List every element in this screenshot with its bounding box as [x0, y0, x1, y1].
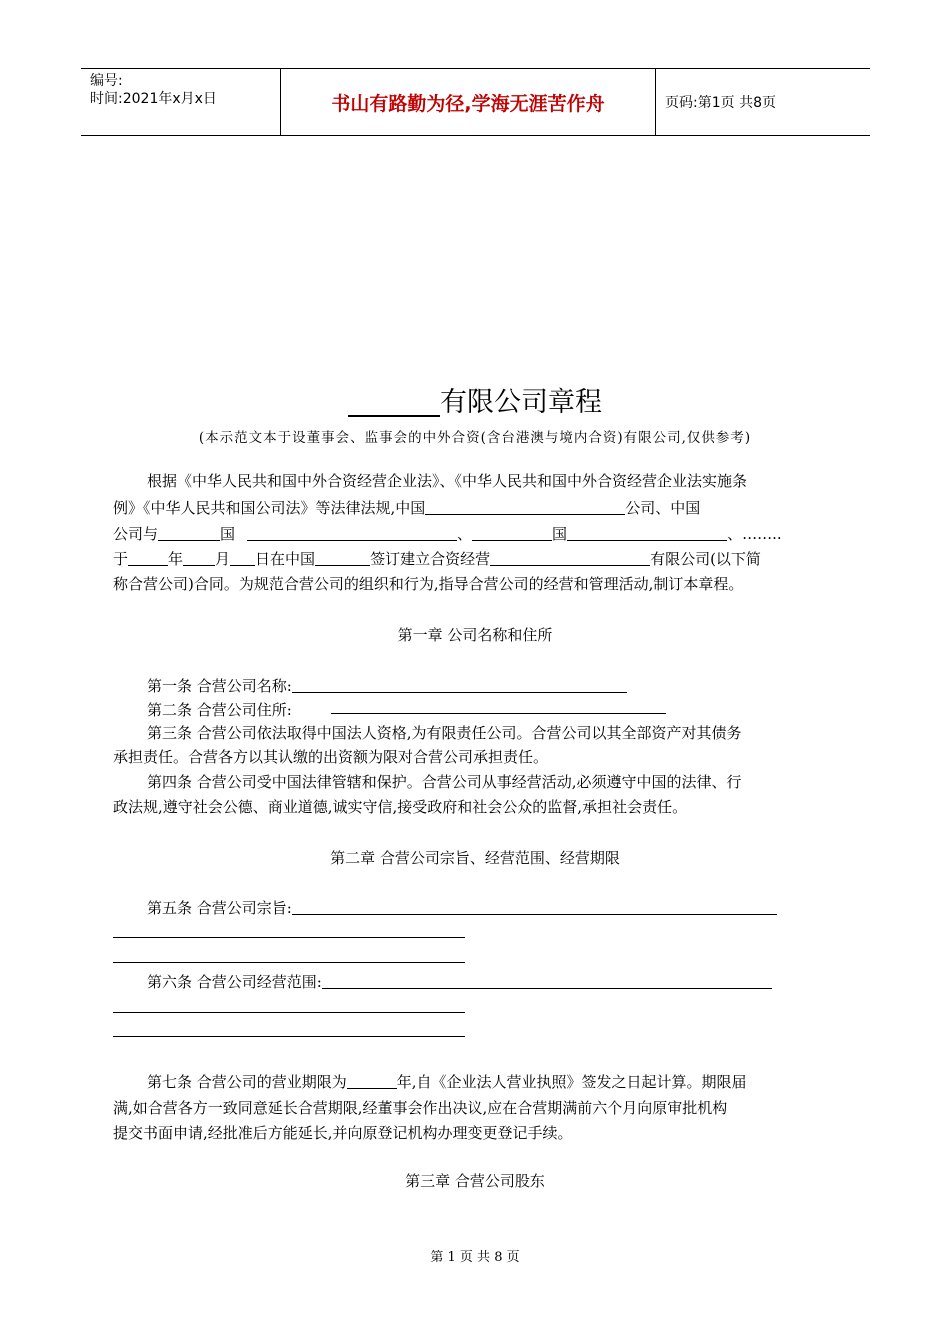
intro-line-1: 根据《中华人民共和国中外合资经营企业法》、《中华人民共和国中外合资经营企业法实施条: [147, 472, 748, 490]
blank-party-2: [567, 524, 727, 541]
chapter-3-heading: 第三章 合营公司股东: [405, 1172, 545, 1190]
blank-year: [128, 549, 168, 566]
article-5: [147, 896, 777, 920]
blank-company-address: [331, 713, 666, 714]
article-4-line-1: 第四条 合营公司受中国法律管辖和保护。合营公司从事经营活动,必须遵守中国的法律、行: [147, 773, 742, 791]
blank-day: [230, 549, 255, 566]
intro-l3c: 、: [457, 525, 473, 543]
blank-scope-3: [113, 1036, 465, 1037]
document-title: [0, 380, 950, 419]
article-7-text-b: 年,自《企业法人营业执照》签发之日起计算。期限届: [396, 1073, 747, 1091]
number-label: 编号:: [90, 73, 123, 89]
article-7-line-2: 满,如合营各方一致同意延长合营期限,经董事会作出决议,应在合营期满前六个月向原审批机构: [113, 1099, 728, 1117]
page-footer: 第 1 页 共 8 页: [430, 1250, 520, 1265]
blank-scope-2: [113, 1012, 465, 1013]
blank-country-2: [472, 524, 552, 541]
intro-l3b: 国: [220, 525, 236, 543]
article-7-text-a: 第七条 合营公司的营业期限为: [147, 1073, 347, 1091]
blank-purpose-3: [113, 962, 465, 963]
article-6: [147, 970, 772, 994]
blank-party-1: [247, 524, 457, 541]
intro-l2a: 例》《中华人民共和国公司法》等法律法规,中国: [113, 499, 426, 517]
intro-l4a: 于: [113, 550, 129, 568]
intro-l4f: 有限公司(以下简: [650, 550, 761, 568]
article-1-text: 第一条 合营公司名称:: [147, 677, 292, 695]
intro-line-5: 称合营公司)合同。为规范合营公司的组织和行为,指导合营公司的经营和管理活动,制订本章程。: [113, 575, 744, 593]
blank-month: [183, 549, 215, 566]
time-label: 时间:2021年x月x日: [90, 91, 217, 107]
intro-line-4: [113, 547, 761, 571]
intro-l4b: 年: [168, 550, 184, 568]
intro-line-2: [113, 496, 700, 520]
intro-l3a: 公司与: [113, 525, 159, 543]
chapter-2-heading: 第二章 合营公司宗旨、经营范围、经营期限: [330, 849, 620, 867]
article-3-line-1: 第三条 合营公司依法取得中国法人资格,为有限责任公司。合营公司以其全部资产对其债务: [147, 724, 742, 742]
article-6-text: 第六条 合营公司经营范围:: [147, 973, 322, 991]
motto: 书山有路勤为径,学海无涯苦作舟: [281, 69, 656, 135]
article-2: 第二条 合营公司住所:: [147, 701, 292, 719]
title-blank: [348, 387, 440, 417]
blank-term-years: [347, 1072, 397, 1089]
subtitle: (本示范文本于设董事会、监事会的中外合资(含台港澳与境内合资)有限公司,仅供参考): [198, 430, 752, 446]
title-text: 有限公司章程: [440, 387, 602, 418]
intro-l4e: 签订建立合资经营: [370, 550, 491, 568]
intro-line-3: [113, 522, 782, 546]
chapter-1-heading: 第一章 公司名称和住所: [397, 626, 553, 644]
article-7-line-1: [147, 1070, 747, 1094]
blank-purpose-1: [292, 898, 777, 915]
page-info: 页码:第1页 共8页: [665, 95, 776, 111]
intro-l2b: 公司、中国: [625, 499, 701, 517]
blank-place: [315, 549, 370, 566]
article-7-line-3: 提交书面申请,经批准后方能延长,并向原登记机构办理变更登记手续。: [113, 1124, 573, 1142]
intro-l3d: 国: [552, 525, 568, 543]
intro-l3e: 、……..: [727, 525, 782, 543]
blank-scope-1: [322, 972, 772, 989]
article-5-text: 第五条 合营公司宗旨:: [147, 899, 292, 917]
header-left-cell: [81, 69, 281, 135]
header-table: [81, 68, 870, 136]
blank-country-1: [158, 524, 220, 541]
blank-china-company-1: [425, 498, 625, 515]
article-3-line-2: 承担责任。合营各方以其认缴的出资额为限对合营公司承担责任。: [113, 748, 549, 766]
blank-company-name: [292, 676, 627, 693]
intro-l4d: 日在中国: [255, 550, 316, 568]
article-1: [147, 674, 627, 698]
blank-jv-name: [490, 549, 650, 566]
intro-l4c: 月: [215, 550, 231, 568]
article-4-line-2: 政法规,遵守社会公德、商业道德,诚实守信,接受政府和社会公众的监督,承担社会责任。: [113, 798, 688, 816]
blank-purpose-2: [113, 937, 465, 938]
